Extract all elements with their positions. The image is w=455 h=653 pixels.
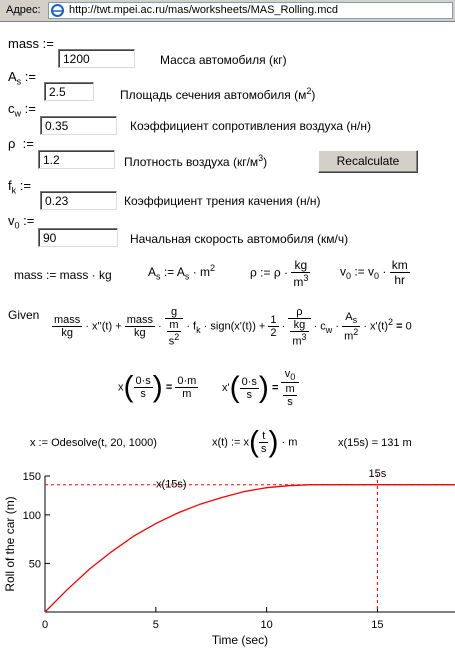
- initial-position: x( $\frac{0\cdot s}{s}$ ) = $\frac{0\cdot m}{m}$: [118, 370, 197, 404]
- fk-var-label: $f_k$ :=: [8, 178, 31, 196]
- v0-unit-def: $v_0$ := $v_0$ · $\frac{km}{hr}$: [340, 258, 408, 287]
- initial-velocity: x'( $\frac{0\cdot s}{s}$ ) = $\frac{v_0}{\frac{m}{s}}$: [222, 368, 299, 408]
- ode-equation: $\frac{\text{mass}}{kg}$ · x''(t) + $\frac{\text{mass}}{kg}$ · $\frac{g}{\frac{m}{s^2}}$ · $f_k$ · sign(x'(t)) + $\frac{1}{2}$ · $\frac{\rho}{\frac{kg}{m^3}}$ · $c_w$ · $\frac{A_s}{m^2}$ · $x'(t)^2 = 0$: [54, 306, 412, 348]
- roll-chart: [0, 462, 455, 653]
- fk-desc: Коэффициент трения качения (н/н): [124, 194, 321, 208]
- y-axis-title: Roll of the car (m): [3, 496, 17, 592]
- y-tick-label: 100: [22, 509, 41, 522]
- v0-input[interactable]: 90: [38, 228, 118, 247]
- rho-var-label: ρ :=: [8, 136, 34, 151]
- mass-unit-def: mass := mass · kg: [14, 268, 112, 282]
- mass-input[interactable]: 1200: [58, 49, 135, 68]
- mass-var-label: mass :=: [8, 36, 54, 51]
- y-tick-label: 50: [28, 558, 41, 571]
- recalculate-button[interactable]: Recalculate: [318, 150, 418, 173]
- as-unit-def: $A_s$ := $A_s \cdot m^2$: [148, 263, 216, 282]
- mass-desc: Масса автомобиля (кг): [160, 53, 287, 67]
- as-input[interactable]: 2.5: [44, 82, 94, 101]
- address-input[interactable]: [48, 2, 453, 19]
- marker-x-label: 15s: [368, 468, 387, 480]
- odesolve-def: x := Odesolve(t, 20, 1000): [30, 437, 157, 449]
- series-line: [45, 485, 455, 612]
- y-tick-label: 150: [22, 471, 41, 483]
- ie-page-icon: [51, 4, 64, 17]
- as-var-label: $A_s$ :=: [8, 69, 36, 87]
- rho-desc: Плотность воздуха $(кг/м^3)$: [124, 153, 268, 169]
- cw-input[interactable]: 0.35: [40, 116, 117, 135]
- x-function-def: x(t) := x( $\frac{t}{s}$ ) · m: [212, 425, 298, 459]
- marker-y-label: x(15s): [156, 478, 187, 491]
- rho-input[interactable]: 1.2: [38, 150, 115, 169]
- v0-var-label: $v_0$ :=: [8, 213, 35, 231]
- x-tick-label: 5: [152, 619, 159, 631]
- v0-desc: Начальная скорость автомобиля (км/ч): [130, 232, 349, 246]
- x-tick-label: 15: [371, 619, 384, 631]
- cw-desc: Коэффициент сопротивления воздуха (н/н): [130, 119, 371, 133]
- address-bar: [0, 0, 455, 22]
- x-tick-label: 0: [41, 619, 49, 631]
- as-desc: Площадь сечения автомобиля $(м^2)$: [120, 86, 316, 102]
- fk-input[interactable]: 0.23: [40, 191, 117, 210]
- x-tick-label: 10: [260, 619, 273, 631]
- x-axis-title: Time (sec): [211, 633, 269, 647]
- cw-var-label: $c_w$ :=: [8, 101, 36, 119]
- rho-unit-def: ρ := ρ · $\frac{kg}{m^3}$: [250, 258, 309, 289]
- x15-result: x(15s) = 131 m: [338, 437, 412, 449]
- given-label: Given: [8, 308, 40, 322]
- address-label: Адрес:: [6, 4, 41, 16]
- address-url: http://twt.mpei.ac.ru/mas/worksheets/MAS_Rolling.mcd: [69, 4, 338, 16]
